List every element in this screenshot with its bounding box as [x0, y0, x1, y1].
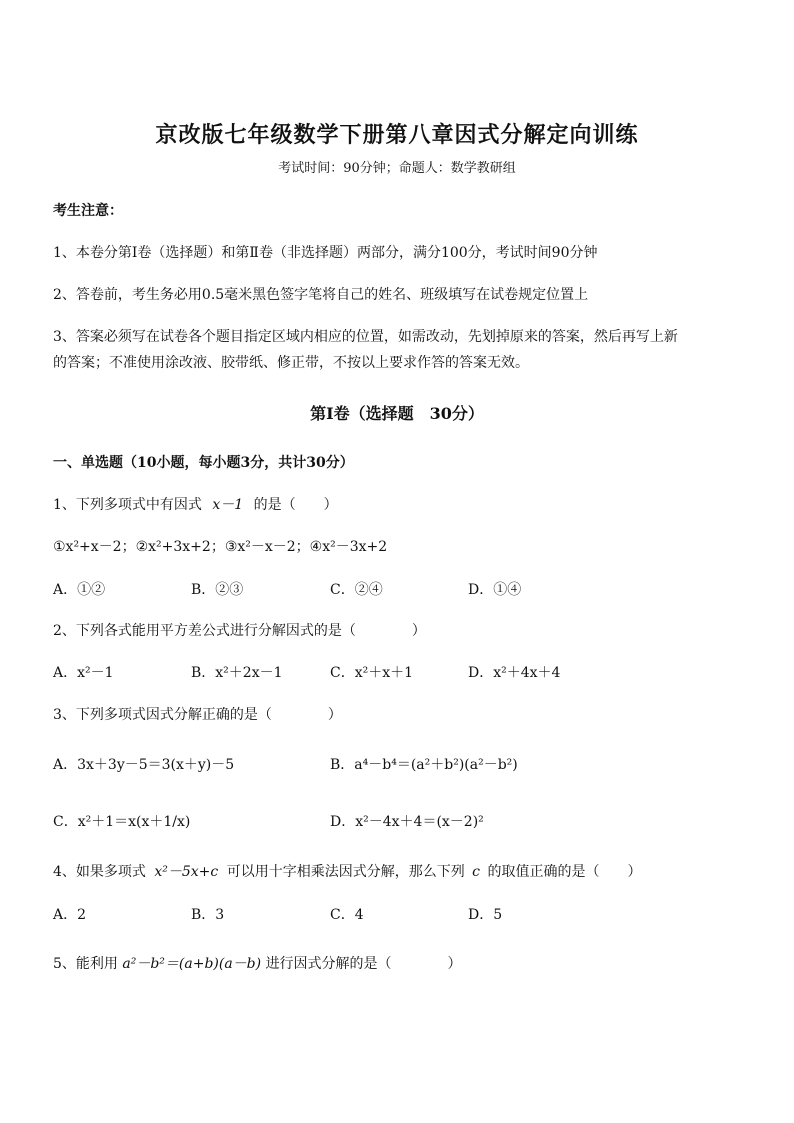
notice-item-3: 3、答案必须写在试卷各个题目指定区域内相应的位置，如需改动，先划掉原来的答案，然后再写上新 [53, 329, 678, 345]
question-1-option-c: C．②④ [330, 582, 383, 598]
question-5-stem-prefix: 5、能利用 [53, 956, 118, 972]
question-4-stem-math: x²－5x+c [154, 864, 219, 880]
question-1-stem-prefix: 1、下列多项式中有因式 [53, 497, 202, 513]
notice-item-2: 2、答卷前，考生务必用0.5毫米黑色签字笔将自己的姓名、班级填写在试卷规定位置上 [53, 287, 589, 303]
question-4-stem-var: c [472, 864, 481, 880]
question-4-stem-prefix: 4、如果多项式 [53, 864, 146, 880]
question-1-option-b: B．②③ [191, 582, 244, 598]
question-1-option-d: D．①④ [468, 582, 522, 598]
question-4-option-c: C．4 [330, 907, 364, 923]
question-3-option-d: D．x²－4x＋4＝(x－2)² [330, 814, 484, 830]
question-1-given: ①x²+x－2；②x²+3x+2；③x²－x－2；④x²－3x+2 [53, 539, 388, 555]
notice-heading: 考生注意： [53, 203, 123, 219]
question-5-stem-suffix: 进行因式分解的是（ ） [265, 956, 462, 972]
question-3-option-a: A．3x＋3y－5＝3(x＋y)－5 [53, 757, 235, 773]
question-4-option-a: A．2 [53, 907, 87, 923]
question-5-stem-math: a²－b²＝(a+b)(a－b) [122, 956, 262, 972]
question-4-option-d: D．5 [468, 907, 503, 923]
question-5-stem [53, 953, 462, 973]
question-2-option-c: C．x²＋x＋1 [330, 665, 414, 681]
question-3-stem: 3、下列多项式因式分解正确的是（ ） [53, 707, 342, 723]
question-2-option-a: A．x²－1 [53, 665, 114, 681]
part-title: 一、单选题（10小题，每小题3分，共计30分） [53, 455, 354, 471]
page-title: 京改版七年级数学下册第八章因式分解定向训练 [155, 122, 639, 148]
question-3-option-b: B．a⁴－b⁴＝(a²＋b²)(a²－b²) [330, 757, 518, 773]
notice-item-3-cont: 的答案；不准使用涂改液、胶带纸、修正带，不按以上要求作答的答案无效。 [53, 355, 529, 371]
question-1-stem [53, 494, 338, 514]
question-3-option-c: C．x²＋1＝x(x＋1/x) [53, 814, 191, 830]
question-4-stem-mid: 可以用十字相乘法因式分解，那么下列 [226, 864, 465, 880]
question-4-stem [53, 861, 641, 881]
notice-item-1: 1、本卷分第Ⅰ卷（选择题）和第Ⅱ卷（非选择题）两部分，满分100分，考试时间90分钟 [53, 245, 598, 261]
question-1-stem-suffix: 的是（ ） [253, 497, 338, 513]
question-2-option-d: D．x²＋4x＋4 [468, 665, 561, 681]
question-4-stem-suffix: 的取值正确的是（ ） [487, 864, 642, 880]
section-title: 第Ⅰ卷（选择题 30分） [310, 404, 484, 423]
page-subtitle: 考试时间：90分钟；命题人：数学教研组 [278, 161, 516, 176]
question-1-option-a: A．①② [53, 582, 106, 598]
question-4-option-b: B．3 [191, 907, 225, 923]
question-2-stem: 2、下列各式能用平方差公式进行分解因式的是（ ） [53, 623, 426, 639]
question-1-stem-math: x－1 [212, 497, 244, 513]
question-2-option-b: B．x²＋2x－1 [191, 665, 283, 681]
